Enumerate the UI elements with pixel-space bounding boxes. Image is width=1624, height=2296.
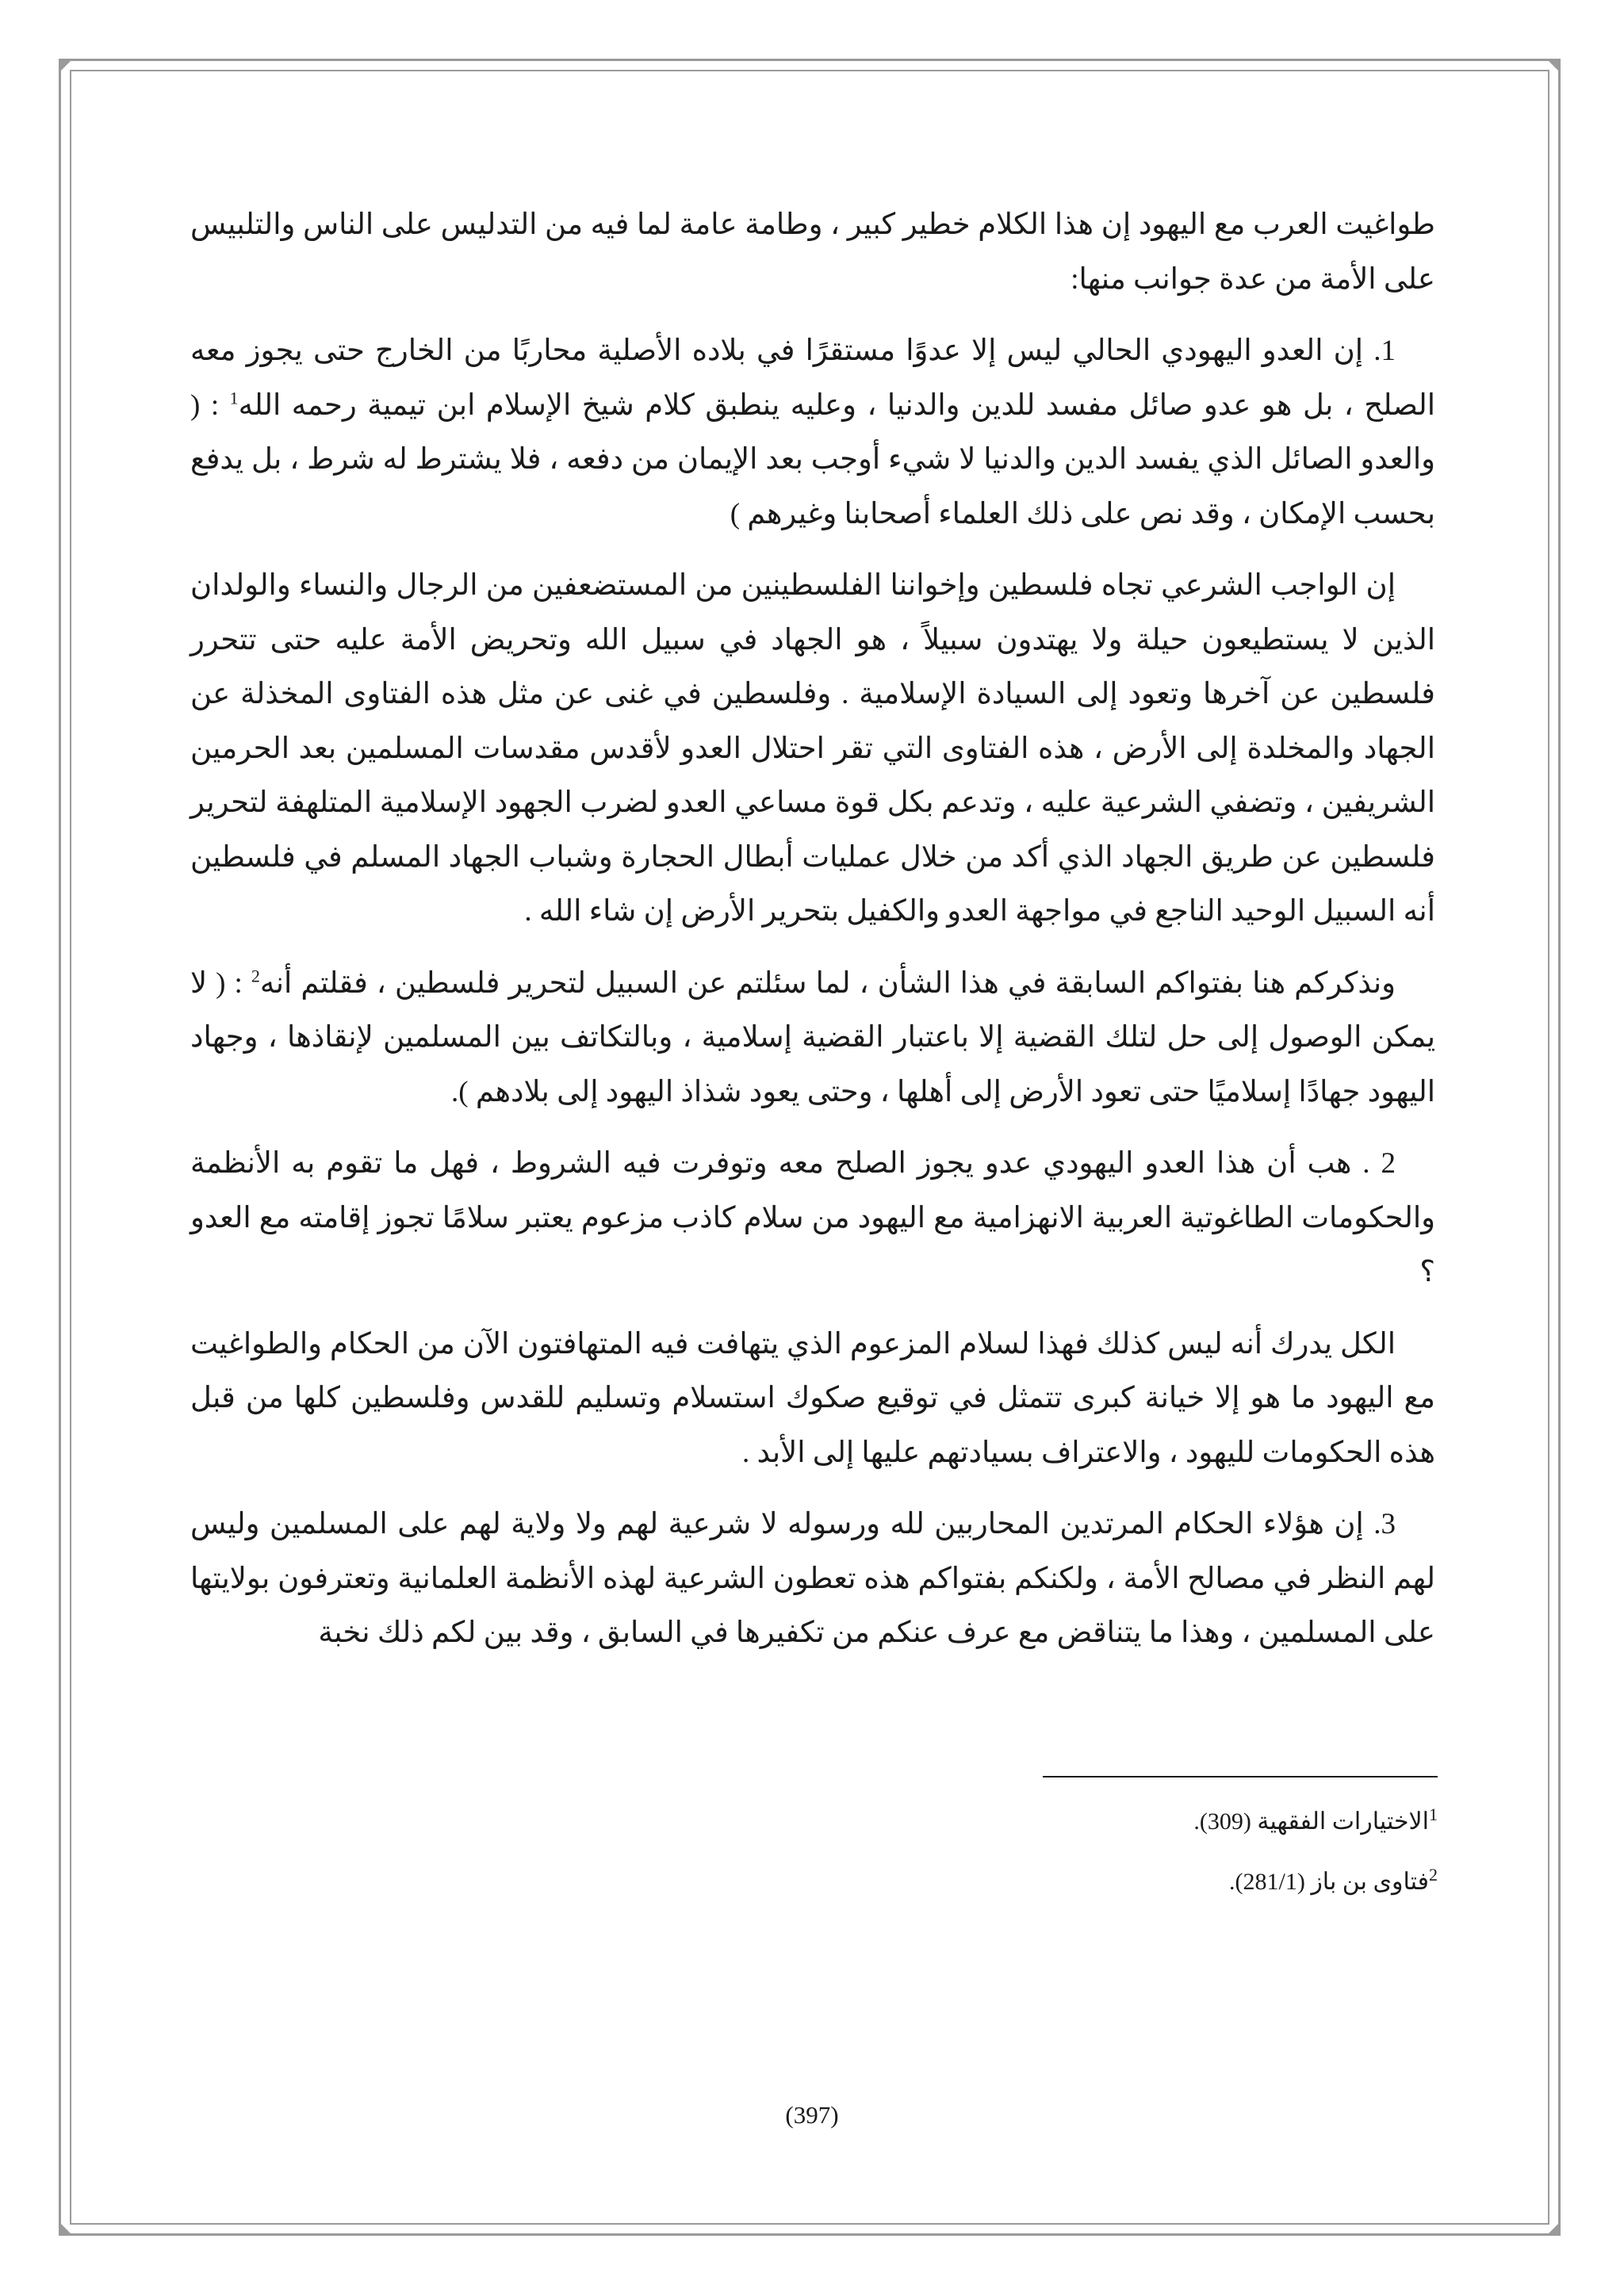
footnote-ref-2: 2 [251, 966, 260, 986]
footnote-1-text: الاختيارات الفقهية (309). [1193, 1808, 1429, 1835]
paragraph-reminder [190, 957, 1435, 1120]
paragraph-peace: الكل يدرك أنه ليس كذلك فهذا لسلام المزعوم الذي يتهافت فيه المتهافتون الآن من الحكام والطواغيت مع اليهود ما هو إلا خيانة كبرى تتمثل في توقيع صكوك استسلام وتسليم للقدس وفلسطين كلها من قبل هذه الحكومات لليهود ، والاعتراف بسيادتهم عليها إلى الأبد . [190, 1327, 1435, 1469]
footnotes [724, 1798, 1438, 1919]
footnote-separator [1043, 1776, 1438, 1777]
page-number: (397) [785, 2101, 839, 2129]
footnote-2-text: فتاوى بن باز (281/1). [1228, 1869, 1429, 1895]
paragraph-point-1-text: 1. إن العدو اليهودي الحالي ليس إلا عدوًا مستقرًا في بلاده الأصلية محاربًا من الخارج حتى يجوز معه الصلح ، بل هو عدو صائل مفسد للدين والدنيا ، وعليه ينطبق كلام شيخ الإسلام ابن تيمية رحمه الله [190, 335, 1435, 422]
footnote-2-marker: 2 [1429, 1865, 1438, 1885]
footnote-ref-1: 1 [229, 388, 239, 408]
paragraph-point-3: 3. إن هؤلاء الحكام المرتدين المحاربين لله ورسوله لا شرعية لهم ولا ولاية لهم على المسلمين وليس لهم النظر في مصالح الأمة ، ولكنكم بفتواكم هذه تعطون الشرعية لهذه الأنظمة العلمانية وتعترفون بولايتها على المسلمين ، وهذا ما يتناقض مع عرف عنكم من تكفيرها في السابق ، وقد بين لكم ذلك نخبة [190, 1508, 1435, 1649]
footnote-2 [724, 1858, 1438, 1906]
footnote-1 [724, 1798, 1438, 1846]
footnote-1-marker: 1 [1429, 1804, 1438, 1824]
paragraph-intro: طواغيت العرب مع اليهود إن هذا الكلام خطير كبير ، وطامة عامة لما فيه من التدليس على الناس والتلبيس على الأمة من عدة جوانب منها: [190, 209, 1435, 296]
paragraph-duty: إن الواجب الشرعي تجاه فلسطين وإخواننا الفلسطينين من المستضعفين من الرجال والنساء والولدان الذين لا يستطيعون حيلة ولا يهتدون سبيلاً ، هو الجهاد في سبيل الله وتحريض الأمة عليه حتى تتحرر فلسطين عن آخرها وتعود إلى السيادة الإسلامية . وفلسطين في غنى عن مثل هذه الفتاوى المخذلة عن الجهاد والمخلدة إلى الأرض ، هذه الفتاوى التي تقر احتلال العدو لأقدس مقدسات المسلمين بعد الحرمين الشريفين ، وتضفي الشرعية عليه ، وتدعم بكل قوة مساعي العدو لضرب الجهود الإسلامية المتلهفة لتحرير فلسطين عن طريق الجهاد الذي أكد من خلال عمليات أبطال الحجارة وشباب الجهاد المسلم في فلسطين أنه السبيل الوحيد الناجع في مواجهة العدو والكفيل بتحرير الأرض إن شاء الله . [190, 569, 1435, 928]
paragraph-reminder-text: ونذكركم هنا بفتواكم السابقة في هذا الشأن ، لما سئلتم عن السبيل لتحرير فلسطين ، فقلتم أنه [259, 966, 1396, 1000]
body-text [190, 198, 1435, 1678]
quote-fatwa: : ( لا يمكن الوصول إلى حل لتلك القضية إلا باعتبار القضية إسلامية ، وبالتكاتف بين المسلمين لإنقاذها ، وجهاد اليهود جهادًا إسلاميًا حتى تعود الأرض إلى أهلها ، وحتى يعود شذاذ اليهود إلى بلادهم ). [190, 966, 1435, 1108]
paragraph-point-2: 2 . هب أن هذا العدو اليهودي عدو يجوز الصلح معه وتوفرت فيه الشروط ، فهل ما تقوم به الأنظمة والحكومات الطاغوتية العربية الانهزامية مع اليهود من سلام كاذب مزعوم يعتبر سلامًا تجوز إقامته مع العدو ؟ [190, 1147, 1435, 1288]
quote-ibn-taymiyya: : ( والعدو الصائل الذي يفسد الدين والدنيا لا شيء أوجب بعد الإيمان من دفعه ، فلا يشترط له شرط ، بل يدفع بحسب الإمكان ، وقد نص على ذلك العلماء أصحابنا وغيرهم ) [190, 388, 1435, 530]
paragraph-point-1 [190, 324, 1435, 541]
